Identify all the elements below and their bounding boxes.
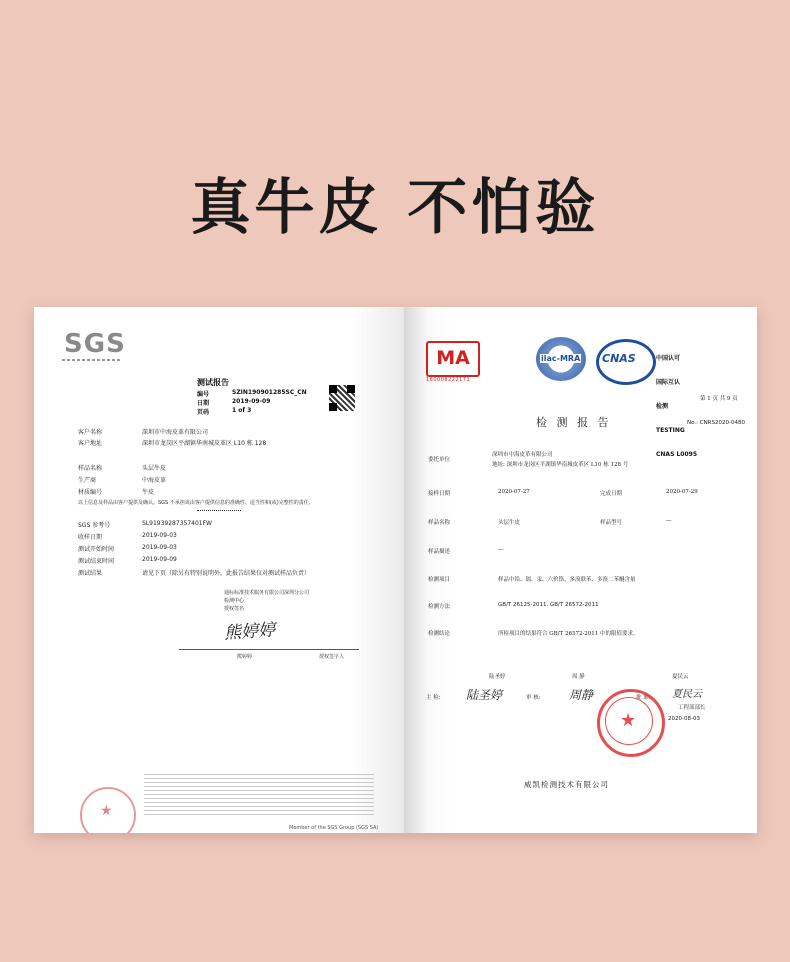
client-value: 深圳市龙岗区平湖镇华南城皮革区 L10 栋 128 (142, 440, 267, 447)
cnas-logo: CNAS (596, 339, 656, 385)
completed-date: 2020-07-29 (666, 489, 698, 495)
field-label: 委托单位 (428, 457, 451, 463)
received-date: 2020-07-27 (498, 489, 530, 495)
field-label: 样品名称 (428, 520, 451, 526)
issuer-line: 通标标准技术服务有限公司深圳分公司 (224, 590, 310, 596)
approver-signature: 夏民云 (672, 689, 702, 700)
sample-label: 材质编号 (78, 489, 103, 496)
detail-label: 收样日期 (78, 534, 103, 541)
issuer-line: 授权签名 (224, 606, 245, 612)
issuing-company: 威凯检测技术有限公司 (524, 780, 609, 789)
field-label: 样品型号 (600, 520, 623, 526)
signer-role: 授权签字人 (319, 654, 345, 660)
page-info: 第 1 页 共 9 页 (700, 396, 738, 402)
meta-value: 1 of 3 (232, 407, 252, 414)
field-label: 样品描述 (428, 549, 451, 555)
sample-value: 头层牛皮 (142, 465, 167, 472)
detail-label: 测试结束时间 (78, 558, 115, 565)
detail-label: 测试开始时间 (78, 546, 115, 553)
test-conclusion: 所检项目的结果符合 GB/T 26572-2011 中的限值要求。 (498, 631, 639, 637)
client-label: 客户地址 (78, 440, 103, 447)
meta-label: 日期 (197, 400, 210, 407)
field-label: 检测方法 (428, 604, 451, 610)
certificate-spread (34, 307, 757, 833)
sample-desc: — (498, 547, 504, 553)
client-name: 深圳市中海皮革有限公司 (492, 452, 553, 458)
approver-name: 夏民云 (672, 674, 689, 680)
qr-code-icon (329, 385, 355, 411)
sample-name: 头层牛皮 (498, 520, 521, 526)
sgs-logo-underline (62, 359, 122, 361)
issuer-line: 检测中心 (224, 598, 245, 604)
reviewer-name: 周 静 (572, 674, 585, 680)
client-label: 客户名称 (78, 429, 103, 436)
member-note: Member of the SGS Group (SGS SA) (289, 825, 379, 831)
divider (197, 510, 241, 511)
report-title: 测试报告 (197, 378, 229, 387)
sgs-report-page (34, 307, 404, 833)
report-title: 检 测 报 告 (536, 416, 612, 429)
sample-model: — (666, 518, 672, 524)
test-items: 样品中铅、镉、汞、六价铬、多溴联苯、多溴二苯醚含量 (498, 577, 636, 583)
signer-name: 熊婷婷 (237, 654, 253, 660)
disclaimer: 以上信息及样品由客户提供及确认。SGS 不承担该由客户提供信息的准确性、适当性和(或)完整性的责任。 (78, 500, 314, 506)
inspection-seal-icon: ★ (597, 689, 665, 757)
ilac-mra-logo: ilac-MRA (536, 337, 586, 381)
cma-logo: MA (426, 341, 480, 377)
detail-label: SGS 参考号 (78, 522, 111, 529)
cnas-report-page (404, 307, 757, 833)
sample-value: 牛皮 (142, 489, 155, 496)
reviewer-signature: 周静 (569, 688, 594, 702)
sgs-logo: SGS (64, 329, 126, 359)
approver-title: 工程部部长 (678, 705, 706, 711)
approve-date: 2020-08-03 (668, 716, 700, 722)
client-value: 深圳市中海皮革有限公司 (142, 429, 209, 436)
official-seal-icon: ★ (80, 787, 136, 833)
sample-value: 中海皮革 (142, 477, 167, 484)
handwritten-signature: 熊婷婷 (223, 620, 276, 644)
report-number: No.: CNRS2020-0480 (687, 420, 745, 426)
field-label: 检测结论 (428, 631, 451, 637)
field-label: 接样日期 (428, 491, 451, 497)
test-method: GB/T 26125-2011, GB/T 26572-2011 (498, 602, 599, 608)
cma-number: 160008222171 (426, 377, 471, 383)
field-label: 检测项目 (428, 577, 451, 583)
headline: 真牛皮 不怕验 (190, 173, 600, 243)
tester-signature: 陆圣婷 (466, 688, 503, 702)
meta-value: 2019-09-09 (232, 398, 271, 405)
detail-value: SL91939287357401FW (142, 520, 212, 527)
cnas-side-text: 中国认可 国际互认 检测 TESTING CNAS L0095 (656, 355, 698, 458)
sample-label: 样品名称 (78, 465, 103, 472)
detail-value: 2019-09-03 (142, 544, 177, 551)
sample-label: 生产商 (78, 477, 97, 484)
meta-label: 页码 (197, 409, 210, 416)
approver-role: 批 准: (636, 695, 651, 701)
tester-name: 陆圣婷 (489, 674, 506, 680)
client-address: 地址: 深圳市龙岗区平湖镇华南城皮革区 L10 栋 128 号 (492, 462, 629, 468)
fine-print (144, 774, 374, 818)
detail-label: 测试结果 (78, 570, 103, 577)
detail-value: 请见下页（除另有特别说明外，此报告结果仅对测试样品负责） (142, 570, 311, 577)
detail-value: 2019-09-09 (142, 556, 177, 563)
meta-label: 编号 (197, 391, 210, 398)
detail-value: 2019-09-03 (142, 532, 177, 539)
meta-value: SZIN190901285SC_CN (232, 389, 307, 396)
tester-role: 主 检: (426, 695, 441, 701)
signature-rule (179, 649, 359, 650)
reviewer-role: 审 核: (526, 695, 541, 701)
field-label: 完成日期 (600, 491, 623, 497)
